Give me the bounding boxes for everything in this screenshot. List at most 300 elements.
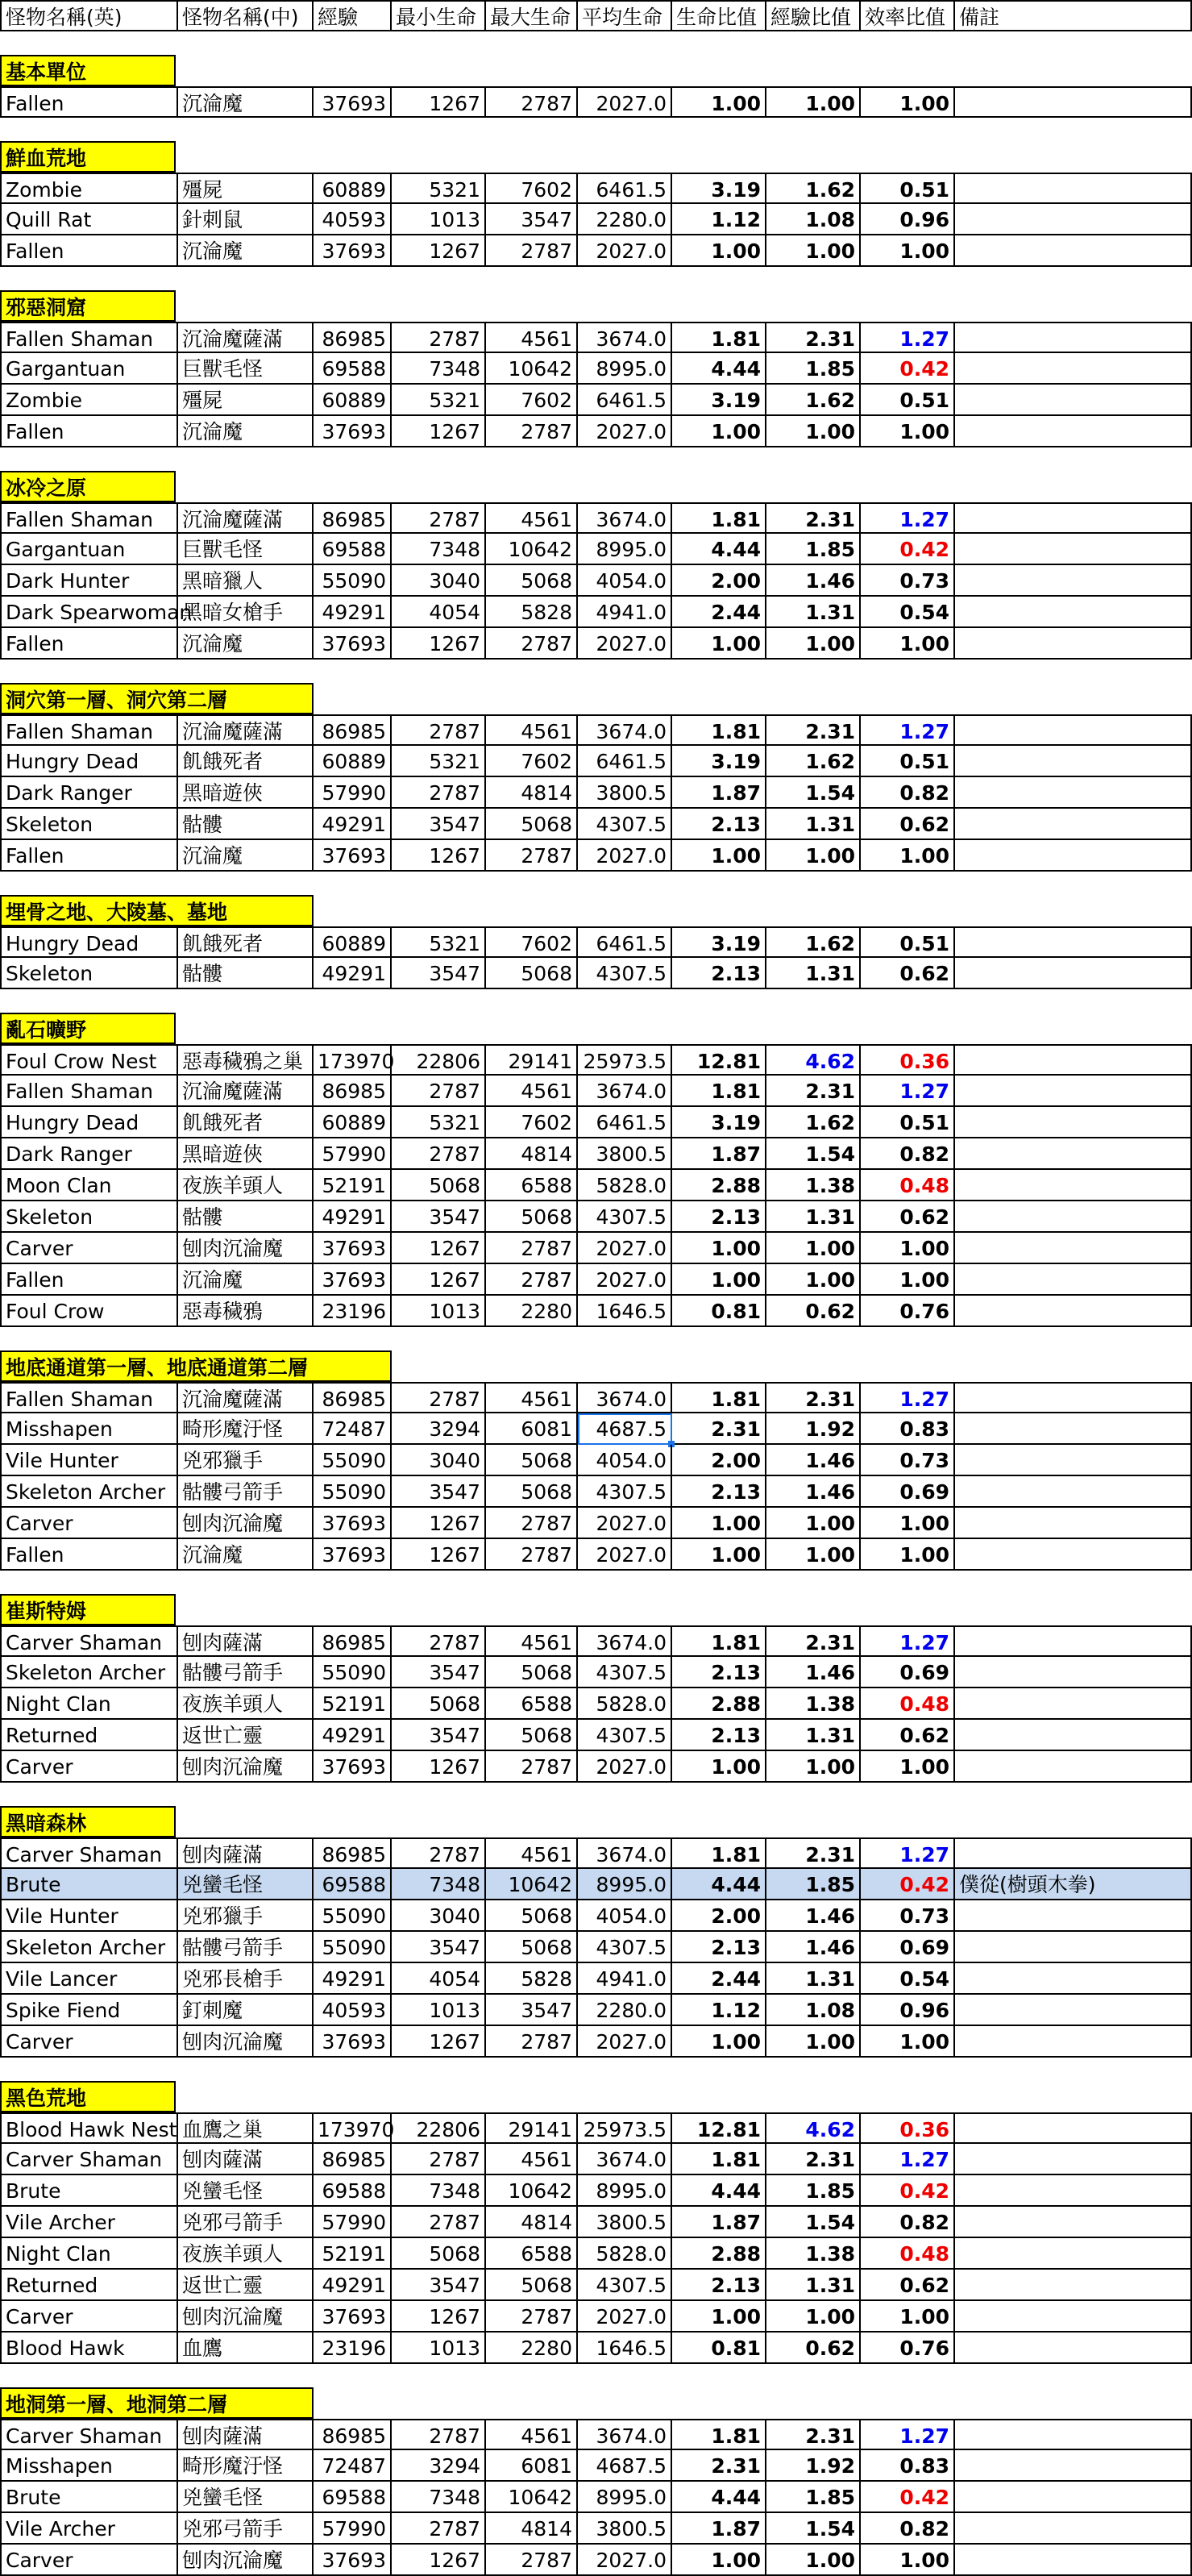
cell-min-life[interactable]: 3547 bbox=[392, 1201, 486, 1233]
cell-english-name[interactable]: Foul Crow bbox=[0, 1296, 178, 1327]
cell-life-ratio[interactable]: 2.88 bbox=[672, 2238, 766, 2270]
cell-chinese-name[interactable]: 飢餓死者 bbox=[178, 926, 314, 958]
cell-chinese-name[interactable]: 黑暗遊俠 bbox=[178, 1138, 314, 1170]
cell-experience[interactable]: 86985 bbox=[314, 1382, 392, 1413]
cell-avg-life[interactable]: 1646.5 bbox=[578, 2333, 672, 2364]
cell-chinese-name[interactable]: 兇邪獵手 bbox=[178, 1445, 314, 1476]
cell-avg-life[interactable]: 8995.0 bbox=[578, 353, 672, 385]
cell-english-name[interactable]: Misshapen bbox=[0, 2450, 178, 2482]
cell-experience[interactable]: 86985 bbox=[314, 714, 392, 746]
cell-min-life[interactable]: 3547 bbox=[392, 958, 486, 989]
cell-min-life[interactable]: 5321 bbox=[392, 173, 486, 204]
cell-english-name[interactable]: Carver bbox=[0, 2026, 178, 2058]
cell-avg-life[interactable]: 25973.5 bbox=[578, 1044, 672, 1076]
cell-experience[interactable]: 37693 bbox=[314, 2301, 392, 2333]
cell-english-name[interactable]: Fallen bbox=[0, 840, 178, 872]
cell-chinese-name[interactable]: 沉淪魔薩滿 bbox=[178, 502, 314, 534]
cell-min-life[interactable]: 1267 bbox=[392, 1233, 486, 1264]
cell-min-life[interactable]: 2787 bbox=[392, 777, 486, 809]
cell-exp-ratio[interactable]: 1.85 bbox=[766, 2482, 861, 2513]
cell-experience[interactable]: 57990 bbox=[314, 777, 392, 809]
cell-efficiency-ratio[interactable]: 1.27 bbox=[861, 502, 955, 534]
cell-english-name[interactable]: Dark Ranger bbox=[0, 1138, 178, 1170]
cell-chinese-name[interactable]: 沉淪魔薩滿 bbox=[178, 714, 314, 746]
cell-exp-ratio[interactable]: 1.85 bbox=[766, 2175, 861, 2207]
cell-max-life[interactable]: 6588 bbox=[486, 1688, 578, 1720]
cell-notes[interactable] bbox=[955, 1539, 1192, 1571]
cell-max-life[interactable]: 6588 bbox=[486, 2238, 578, 2270]
cell-max-life[interactable]: 5068 bbox=[486, 1720, 578, 1751]
cell-notes[interactable] bbox=[955, 1382, 1192, 1413]
cell-exp-ratio[interactable]: 1.62 bbox=[766, 173, 861, 204]
cell-english-name[interactable]: Fallen bbox=[0, 235, 178, 267]
cell-exp-ratio[interactable]: 2.31 bbox=[766, 322, 861, 353]
cell-exp-ratio[interactable]: 1.46 bbox=[766, 1657, 861, 1688]
cell-chinese-name[interactable]: 返世亡靈 bbox=[178, 2270, 314, 2301]
cell-chinese-name[interactable]: 兇蠻毛怪 bbox=[178, 2482, 314, 2513]
cell-experience[interactable]: 37693 bbox=[314, 1539, 392, 1571]
cell-max-life[interactable]: 2787 bbox=[486, 840, 578, 872]
cell-experience[interactable]: 52191 bbox=[314, 2238, 392, 2270]
cell-avg-life[interactable]: 3800.5 bbox=[578, 2207, 672, 2238]
cell-efficiency-ratio[interactable]: 0.42 bbox=[861, 2175, 955, 2207]
cell-chinese-name[interactable]: 骷髏 bbox=[178, 1201, 314, 1233]
cell-english-name[interactable]: Brute bbox=[0, 2175, 178, 2207]
cell-experience[interactable]: 86985 bbox=[314, 2144, 392, 2175]
cell-life-ratio[interactable]: 2.13 bbox=[672, 1201, 766, 1233]
cell-experience[interactable]: 49291 bbox=[314, 2270, 392, 2301]
cell-notes[interactable] bbox=[955, 1138, 1192, 1170]
cell-english-name[interactable]: Zombie bbox=[0, 385, 178, 416]
cell-exp-ratio[interactable]: 2.31 bbox=[766, 714, 861, 746]
cell-min-life[interactable]: 1267 bbox=[392, 1508, 486, 1539]
cell-experience[interactable]: 40593 bbox=[314, 1995, 392, 2026]
cell-exp-ratio[interactable]: 1.00 bbox=[766, 2301, 861, 2333]
cell-chinese-name[interactable]: 刨肉薩滿 bbox=[178, 1625, 314, 1657]
cell-min-life[interactable]: 5068 bbox=[392, 1688, 486, 1720]
cell-english-name[interactable]: Carver Shaman bbox=[0, 1837, 178, 1869]
cell-avg-life[interactable]: 4054.0 bbox=[578, 1900, 672, 1932]
cell-chinese-name[interactable]: 刨肉薩滿 bbox=[178, 1837, 314, 1869]
cell-life-ratio[interactable]: 2.13 bbox=[672, 958, 766, 989]
cell-notes[interactable] bbox=[955, 534, 1192, 565]
cell-notes[interactable] bbox=[955, 353, 1192, 385]
cell-notes[interactable] bbox=[955, 2112, 1192, 2144]
cell-english-name[interactable]: Skeleton Archer bbox=[0, 1657, 178, 1688]
cell-english-name[interactable]: Brute bbox=[0, 1869, 178, 1900]
cell-avg-life[interactable]: 2280.0 bbox=[578, 204, 672, 235]
header-cell-min-life[interactable]: 最小生命 bbox=[392, 0, 486, 31]
cell-exp-ratio[interactable]: 1.00 bbox=[766, 1264, 861, 1296]
cell-life-ratio[interactable]: 1.00 bbox=[672, 1751, 766, 1783]
header-cell-chinese-name[interactable]: 怪物名稱(中) bbox=[178, 0, 314, 31]
cell-efficiency-ratio[interactable]: 0.51 bbox=[861, 173, 955, 204]
cell-max-life[interactable]: 4561 bbox=[486, 502, 578, 534]
cell-exp-ratio[interactable]: 1.46 bbox=[766, 1476, 861, 1508]
cell-notes[interactable] bbox=[955, 1170, 1192, 1201]
cell-avg-life[interactable]: 2027.0 bbox=[578, 2301, 672, 2333]
cell-life-ratio[interactable]: 3.19 bbox=[672, 746, 766, 777]
cell-max-life[interactable]: 4561 bbox=[486, 2419, 578, 2450]
cell-experience[interactable]: 37693 bbox=[314, 2545, 392, 2576]
cell-experience[interactable]: 55090 bbox=[314, 1900, 392, 1932]
cell-notes[interactable] bbox=[955, 2207, 1192, 2238]
cell-life-ratio[interactable]: 1.81 bbox=[672, 714, 766, 746]
cell-english-name[interactable]: Zombie bbox=[0, 173, 178, 204]
cell-max-life[interactable]: 2787 bbox=[486, 2026, 578, 2058]
cell-avg-life[interactable]: 6461.5 bbox=[578, 173, 672, 204]
cell-experience[interactable]: 57990 bbox=[314, 2207, 392, 2238]
cell-max-life[interactable]: 5828 bbox=[486, 1963, 578, 1995]
cell-life-ratio[interactable]: 2.13 bbox=[672, 1720, 766, 1751]
cell-exp-ratio[interactable]: 1.54 bbox=[766, 777, 861, 809]
cell-chinese-name[interactable]: 沉淪魔 bbox=[178, 1539, 314, 1571]
cell-min-life[interactable]: 2787 bbox=[392, 2207, 486, 2238]
cell-avg-life[interactable]: 3674.0 bbox=[578, 714, 672, 746]
cell-life-ratio[interactable]: 0.81 bbox=[672, 1296, 766, 1327]
cell-efficiency-ratio[interactable]: 0.42 bbox=[861, 2482, 955, 2513]
cell-max-life[interactable]: 2787 bbox=[486, 2301, 578, 2333]
cell-life-ratio[interactable]: 1.00 bbox=[672, 1539, 766, 1571]
cell-life-ratio[interactable]: 1.81 bbox=[672, 2144, 766, 2175]
section-title[interactable]: 崔斯特姆 bbox=[0, 1594, 176, 1625]
cell-avg-life[interactable]: 2027.0 bbox=[578, 1508, 672, 1539]
cell-avg-life[interactable]: 5828.0 bbox=[578, 2238, 672, 2270]
cell-avg-life[interactable]: 4307.5 bbox=[578, 2270, 672, 2301]
cell-efficiency-ratio[interactable]: 0.51 bbox=[861, 746, 955, 777]
cell-notes[interactable] bbox=[955, 2545, 1192, 2576]
cell-chinese-name[interactable]: 惡毒穢鴉 bbox=[178, 1296, 314, 1327]
cell-efficiency-ratio[interactable]: 1.00 bbox=[861, 628, 955, 660]
cell-notes[interactable] bbox=[955, 1508, 1192, 1539]
cell-efficiency-ratio[interactable]: 1.00 bbox=[861, 2545, 955, 2576]
cell-chinese-name[interactable]: 黑暗遊俠 bbox=[178, 777, 314, 809]
cell-chinese-name[interactable]: 刨肉沉淪魔 bbox=[178, 1751, 314, 1783]
cell-life-ratio[interactable]: 1.81 bbox=[672, 1382, 766, 1413]
cell-exp-ratio[interactable]: 1.54 bbox=[766, 2513, 861, 2545]
cell-min-life[interactable]: 7348 bbox=[392, 534, 486, 565]
section-title[interactable]: 基本單位 bbox=[0, 55, 176, 86]
cell-min-life[interactable]: 2787 bbox=[392, 502, 486, 534]
cell-max-life[interactable]: 4561 bbox=[486, 2144, 578, 2175]
cell-life-ratio[interactable]: 4.44 bbox=[672, 2482, 766, 2513]
cell-life-ratio[interactable]: 4.44 bbox=[672, 353, 766, 385]
cell-min-life[interactable]: 5068 bbox=[392, 2238, 486, 2270]
cell-efficiency-ratio[interactable]: 0.54 bbox=[861, 597, 955, 628]
cell-experience[interactable]: 23196 bbox=[314, 1296, 392, 1327]
cell-min-life[interactable]: 2787 bbox=[392, 1076, 486, 1107]
cell-chinese-name[interactable]: 刨肉沉淪魔 bbox=[178, 1508, 314, 1539]
cell-notes[interactable] bbox=[955, 86, 1192, 118]
header-cell-efficiency-ratio[interactable]: 效率比值 bbox=[861, 0, 955, 31]
cell-max-life[interactable]: 3547 bbox=[486, 1995, 578, 2026]
cell-exp-ratio[interactable]: 1.38 bbox=[766, 2238, 861, 2270]
cell-life-ratio[interactable]: 4.44 bbox=[672, 1869, 766, 1900]
section-title[interactable]: 黑暗森林 bbox=[0, 1806, 176, 1837]
cell-chinese-name[interactable]: 黑暗獵人 bbox=[178, 565, 314, 597]
cell-avg-life[interactable]: 4307.5 bbox=[578, 1932, 672, 1963]
cell-english-name[interactable]: Vile Archer bbox=[0, 2207, 178, 2238]
cell-exp-ratio[interactable]: 1.00 bbox=[766, 416, 861, 447]
cell-max-life[interactable]: 5068 bbox=[486, 809, 578, 840]
cell-notes[interactable] bbox=[955, 1625, 1192, 1657]
cell-experience[interactable]: 72487 bbox=[314, 1413, 392, 1445]
cell-english-name[interactable]: Fallen bbox=[0, 86, 178, 118]
cell-min-life[interactable]: 2787 bbox=[392, 1382, 486, 1413]
cell-avg-life[interactable]: 6461.5 bbox=[578, 746, 672, 777]
cell-max-life[interactable]: 10642 bbox=[486, 2175, 578, 2207]
cell-experience[interactable]: 60889 bbox=[314, 385, 392, 416]
cell-max-life[interactable]: 10642 bbox=[486, 353, 578, 385]
cell-max-life[interactable]: 2280 bbox=[486, 2333, 578, 2364]
cell-efficiency-ratio[interactable]: 1.00 bbox=[861, 2026, 955, 2058]
section-title[interactable]: 地洞第一層、地洞第二層 bbox=[0, 2387, 314, 2419]
cell-avg-life[interactable]: 5828.0 bbox=[578, 1170, 672, 1201]
cell-english-name[interactable]: Fallen bbox=[0, 1264, 178, 1296]
cell-experience[interactable]: 60889 bbox=[314, 1107, 392, 1138]
cell-min-life[interactable]: 1267 bbox=[392, 2545, 486, 2576]
cell-efficiency-ratio[interactable]: 1.27 bbox=[861, 2419, 955, 2450]
cell-notes[interactable] bbox=[955, 1751, 1192, 1783]
cell-experience[interactable]: 69588 bbox=[314, 353, 392, 385]
cell-chinese-name[interactable]: 畸形魔汙怪 bbox=[178, 2450, 314, 2482]
cell-efficiency-ratio[interactable]: 0.62 bbox=[861, 2270, 955, 2301]
cell-notes[interactable] bbox=[955, 1264, 1192, 1296]
cell-experience[interactable]: 49291 bbox=[314, 958, 392, 989]
cell-exp-ratio[interactable]: 1.00 bbox=[766, 2545, 861, 2576]
cell-min-life[interactable]: 7348 bbox=[392, 2482, 486, 2513]
cell-exp-ratio[interactable]: 1.92 bbox=[766, 2450, 861, 2482]
cell-min-life[interactable]: 4054 bbox=[392, 1963, 486, 1995]
cell-english-name[interactable]: Misshapen bbox=[0, 1413, 178, 1445]
cell-chinese-name[interactable]: 骷髏 bbox=[178, 958, 314, 989]
cell-experience[interactable]: 55090 bbox=[314, 565, 392, 597]
cell-avg-life[interactable]: 4054.0 bbox=[578, 565, 672, 597]
cell-english-name[interactable]: Brute bbox=[0, 2482, 178, 2513]
cell-chinese-name[interactable]: 殭屍 bbox=[178, 173, 314, 204]
cell-min-life[interactable]: 2787 bbox=[392, 714, 486, 746]
cell-notes[interactable] bbox=[955, 958, 1192, 989]
cell-english-name[interactable]: Fallen Shaman bbox=[0, 714, 178, 746]
cell-experience[interactable]: 55090 bbox=[314, 1476, 392, 1508]
cell-min-life[interactable]: 1267 bbox=[392, 416, 486, 447]
cell-english-name[interactable]: Carver Shaman bbox=[0, 2144, 178, 2175]
cell-experience[interactable]: 86985 bbox=[314, 502, 392, 534]
cell-max-life[interactable]: 2787 bbox=[486, 1751, 578, 1783]
cell-max-life[interactable]: 2787 bbox=[486, 1233, 578, 1264]
cell-efficiency-ratio[interactable]: 0.48 bbox=[861, 1170, 955, 1201]
cell-chinese-name[interactable]: 兇蠻毛怪 bbox=[178, 1869, 314, 1900]
cell-chinese-name[interactable]: 巨獸毛怪 bbox=[178, 353, 314, 385]
cell-notes[interactable] bbox=[955, 1688, 1192, 1720]
cell-efficiency-ratio[interactable]: 0.62 bbox=[861, 1720, 955, 1751]
cell-english-name[interactable]: Blood Hawk Nest bbox=[0, 2112, 178, 2144]
cell-min-life[interactable]: 2787 bbox=[392, 322, 486, 353]
cell-chinese-name[interactable]: 刨肉沉淪魔 bbox=[178, 2301, 314, 2333]
cell-life-ratio[interactable]: 1.00 bbox=[672, 1508, 766, 1539]
cell-exp-ratio[interactable]: 1.62 bbox=[766, 926, 861, 958]
cell-chinese-name[interactable]: 刨肉薩滿 bbox=[178, 2419, 314, 2450]
cell-efficiency-ratio[interactable]: 1.27 bbox=[861, 1837, 955, 1869]
cell-efficiency-ratio[interactable]: 1.27 bbox=[861, 2144, 955, 2175]
cell-efficiency-ratio[interactable]: 0.51 bbox=[861, 926, 955, 958]
cell-max-life[interactable]: 7602 bbox=[486, 173, 578, 204]
cell-min-life[interactable]: 3040 bbox=[392, 1445, 486, 1476]
cell-exp-ratio[interactable]: 1.00 bbox=[766, 2026, 861, 2058]
cell-notes[interactable] bbox=[955, 502, 1192, 534]
cell-life-ratio[interactable]: 0.81 bbox=[672, 2333, 766, 2364]
cell-avg-life[interactable]: 2027.0 bbox=[578, 628, 672, 660]
cell-chinese-name[interactable]: 沉淪魔薩滿 bbox=[178, 1382, 314, 1413]
cell-notes[interactable] bbox=[955, 1233, 1192, 1264]
cell-exp-ratio[interactable]: 1.62 bbox=[766, 746, 861, 777]
cell-notes[interactable] bbox=[955, 204, 1192, 235]
cell-min-life[interactable]: 1267 bbox=[392, 2301, 486, 2333]
cell-efficiency-ratio[interactable]: 1.00 bbox=[861, 1508, 955, 1539]
header-cell-notes[interactable]: 備註 bbox=[955, 0, 1192, 31]
cell-efficiency-ratio[interactable]: 0.36 bbox=[861, 2112, 955, 2144]
cell-chinese-name[interactable]: 殭屍 bbox=[178, 385, 314, 416]
cell-english-name[interactable]: Gargantuan bbox=[0, 534, 178, 565]
cell-chinese-name[interactable]: 骷髏弓箭手 bbox=[178, 1932, 314, 1963]
cell-experience[interactable]: 37693 bbox=[314, 235, 392, 267]
cell-chinese-name[interactable]: 黑暗女槍手 bbox=[178, 597, 314, 628]
cell-max-life[interactable]: 5068 bbox=[486, 565, 578, 597]
cell-life-ratio[interactable]: 2.13 bbox=[672, 809, 766, 840]
cell-chinese-name[interactable]: 兇邪弓箭手 bbox=[178, 2207, 314, 2238]
cell-experience[interactable]: 49291 bbox=[314, 1201, 392, 1233]
cell-exp-ratio[interactable]: 1.00 bbox=[766, 86, 861, 118]
cell-notes[interactable] bbox=[955, 173, 1192, 204]
cell-exp-ratio[interactable]: 2.31 bbox=[766, 1382, 861, 1413]
cell-max-life[interactable]: 10642 bbox=[486, 1869, 578, 1900]
cell-exp-ratio[interactable]: 1.00 bbox=[766, 1751, 861, 1783]
cell-avg-life[interactable]: 3800.5 bbox=[578, 777, 672, 809]
cell-min-life[interactable]: 3040 bbox=[392, 1900, 486, 1932]
cell-notes[interactable] bbox=[955, 2301, 1192, 2333]
cell-min-life[interactable]: 1267 bbox=[392, 86, 486, 118]
cell-exp-ratio[interactable]: 1.62 bbox=[766, 385, 861, 416]
cell-avg-life[interactable]: 3800.5 bbox=[578, 1138, 672, 1170]
cell-max-life[interactable]: 4814 bbox=[486, 2207, 578, 2238]
cell-max-life[interactable]: 10642 bbox=[486, 534, 578, 565]
cell-min-life[interactable]: 2787 bbox=[392, 1138, 486, 1170]
cell-avg-life[interactable]: 5828.0 bbox=[578, 1688, 672, 1720]
cell-english-name[interactable]: Returned bbox=[0, 1720, 178, 1751]
cell-exp-ratio[interactable]: 4.62 bbox=[766, 2112, 861, 2144]
cell-min-life[interactable]: 1013 bbox=[392, 1995, 486, 2026]
cell-min-life[interactable]: 1267 bbox=[392, 840, 486, 872]
cell-efficiency-ratio[interactable]: 0.42 bbox=[861, 353, 955, 385]
cell-notes[interactable]: 僕從(樹頭木拳) bbox=[955, 1869, 1192, 1900]
cell-max-life[interactable]: 2787 bbox=[486, 2545, 578, 2576]
section-title[interactable]: 埋骨之地、大陵墓、墓地 bbox=[0, 895, 314, 926]
cell-experience[interactable]: 37693 bbox=[314, 2026, 392, 2058]
cell-exp-ratio[interactable]: 1.00 bbox=[766, 1233, 861, 1264]
cell-notes[interactable] bbox=[955, 1413, 1192, 1445]
cell-experience[interactable]: 86985 bbox=[314, 1837, 392, 1869]
cell-avg-life[interactable]: 2027.0 bbox=[578, 416, 672, 447]
cell-max-life[interactable]: 2787 bbox=[486, 1264, 578, 1296]
cell-avg-life[interactable]: 2027.0 bbox=[578, 2026, 672, 2058]
cell-avg-life[interactable]: 1646.5 bbox=[578, 1296, 672, 1327]
cell-max-life[interactable]: 4561 bbox=[486, 322, 578, 353]
cell-min-life[interactable]: 3547 bbox=[392, 2270, 486, 2301]
cell-exp-ratio[interactable]: 1.46 bbox=[766, 565, 861, 597]
cell-exp-ratio[interactable]: 1.38 bbox=[766, 1688, 861, 1720]
cell-max-life[interactable]: 5068 bbox=[486, 2270, 578, 2301]
cell-notes[interactable] bbox=[955, 1476, 1192, 1508]
cell-efficiency-ratio[interactable]: 0.83 bbox=[861, 2450, 955, 2482]
cell-life-ratio[interactable]: 4.44 bbox=[672, 534, 766, 565]
cell-life-ratio[interactable]: 2.88 bbox=[672, 1170, 766, 1201]
cell-life-ratio[interactable]: 1.87 bbox=[672, 2207, 766, 2238]
cell-chinese-name[interactable]: 兇邪長槍手 bbox=[178, 1963, 314, 1995]
cell-efficiency-ratio[interactable]: 0.96 bbox=[861, 1995, 955, 2026]
cell-efficiency-ratio[interactable]: 1.00 bbox=[861, 840, 955, 872]
cell-avg-life[interactable]: 3800.5 bbox=[578, 2513, 672, 2545]
cell-avg-life[interactable]: 8995.0 bbox=[578, 534, 672, 565]
cell-chinese-name[interactable]: 返世亡靈 bbox=[178, 1720, 314, 1751]
section-title[interactable]: 鮮血荒地 bbox=[0, 141, 176, 173]
cell-efficiency-ratio[interactable]: 0.62 bbox=[861, 809, 955, 840]
cell-min-life[interactable]: 2787 bbox=[392, 1625, 486, 1657]
cell-english-name[interactable]: Skeleton bbox=[0, 958, 178, 989]
cell-min-life[interactable]: 4054 bbox=[392, 597, 486, 628]
cell-max-life[interactable]: 4814 bbox=[486, 1138, 578, 1170]
cell-exp-ratio[interactable]: 1.00 bbox=[766, 1508, 861, 1539]
cell-avg-life[interactable]: 2027.0 bbox=[578, 2545, 672, 2576]
section-title[interactable]: 洞穴第一層、洞穴第二層 bbox=[0, 683, 314, 714]
cell-experience[interactable]: 52191 bbox=[314, 1170, 392, 1201]
cell-exp-ratio[interactable]: 1.85 bbox=[766, 534, 861, 565]
cell-experience[interactable]: 173970 bbox=[314, 1044, 392, 1076]
cell-english-name[interactable]: Night Clan bbox=[0, 2238, 178, 2270]
cell-chinese-name[interactable]: 飢餓死者 bbox=[178, 1107, 314, 1138]
cell-english-name[interactable]: Dark Hunter bbox=[0, 565, 178, 597]
cell-efficiency-ratio[interactable]: 0.82 bbox=[861, 1138, 955, 1170]
cell-exp-ratio[interactable]: 1.85 bbox=[766, 353, 861, 385]
cell-min-life[interactable]: 5068 bbox=[392, 1170, 486, 1201]
cell-avg-life[interactable]: 4307.5 bbox=[578, 809, 672, 840]
cell-max-life[interactable]: 5068 bbox=[486, 958, 578, 989]
cell-exp-ratio[interactable]: 1.31 bbox=[766, 597, 861, 628]
cell-min-life[interactable]: 3547 bbox=[392, 1932, 486, 1963]
cell-notes[interactable] bbox=[955, 746, 1192, 777]
cell-chinese-name[interactable]: 刨肉沉淪魔 bbox=[178, 2545, 314, 2576]
cell-avg-life[interactable]: 25973.5 bbox=[578, 2112, 672, 2144]
cell-max-life[interactable]: 4561 bbox=[486, 1837, 578, 1869]
cell-max-life[interactable]: 2280 bbox=[486, 1296, 578, 1327]
cell-experience[interactable]: 55090 bbox=[314, 1445, 392, 1476]
cell-avg-life[interactable]: 4307.5 bbox=[578, 1720, 672, 1751]
cell-life-ratio[interactable]: 2.88 bbox=[672, 1688, 766, 1720]
cell-english-name[interactable]: Dark Spearwoman bbox=[0, 597, 178, 628]
cell-avg-life[interactable]: 4054.0 bbox=[578, 1445, 672, 1476]
cell-exp-ratio[interactable]: 1.54 bbox=[766, 2207, 861, 2238]
cell-experience[interactable]: 40593 bbox=[314, 204, 392, 235]
section-title[interactable]: 地底通道第一層、地底通道第二層 bbox=[0, 1350, 392, 1382]
cell-notes[interactable] bbox=[955, 2419, 1192, 2450]
cell-life-ratio[interactable]: 1.81 bbox=[672, 502, 766, 534]
cell-chinese-name[interactable]: 巨獸毛怪 bbox=[178, 534, 314, 565]
cell-chinese-name[interactable]: 夜族羊頭人 bbox=[178, 1170, 314, 1201]
cell-life-ratio[interactable]: 1.00 bbox=[672, 628, 766, 660]
cell-chinese-name[interactable]: 針刺鼠 bbox=[178, 204, 314, 235]
cell-experience[interactable]: 69588 bbox=[314, 534, 392, 565]
cell-experience[interactable]: 37693 bbox=[314, 1751, 392, 1783]
cell-experience[interactable]: 37693 bbox=[314, 628, 392, 660]
